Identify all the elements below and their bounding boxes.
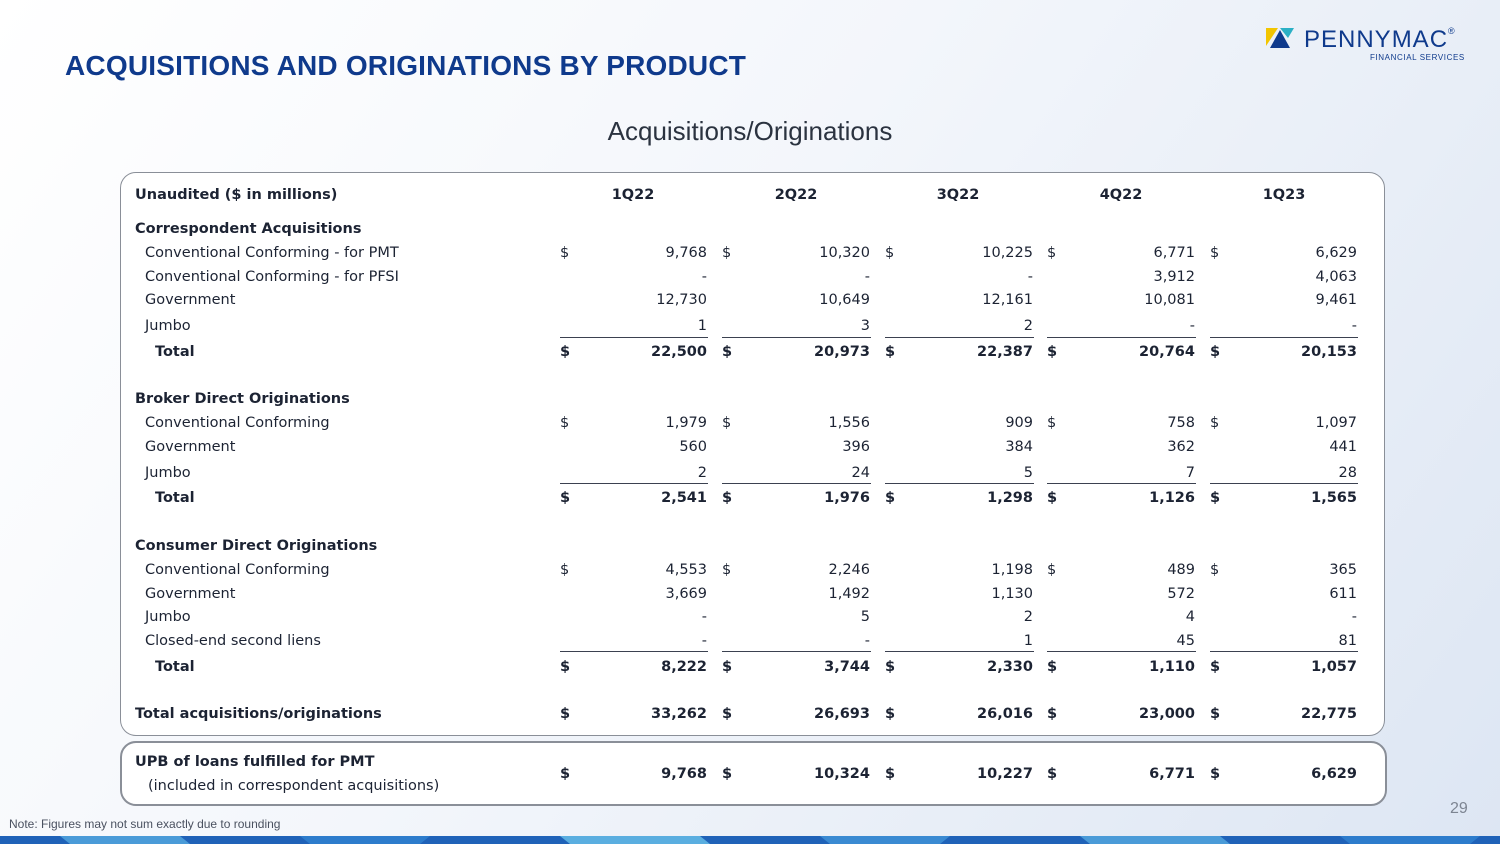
- row-value: 611: [1329, 586, 1357, 602]
- row-value: 81: [1338, 633, 1357, 649]
- dollar-sign: $: [1210, 659, 1221, 675]
- row-value: 365: [1329, 562, 1357, 578]
- dollar-sign: $: [1210, 490, 1221, 506]
- upb-value: 6,629: [1311, 766, 1357, 782]
- row-value: 1,130: [991, 586, 1033, 602]
- dollar-sign: $: [885, 245, 895, 261]
- row-value: -: [1351, 609, 1357, 625]
- dollar-sign: $: [1210, 562, 1220, 578]
- logo-wordmark: [1304, 26, 1456, 54]
- logo-registered-mark: ®: [1448, 26, 1456, 36]
- row-value: 489: [1167, 562, 1195, 578]
- row-label: Government: [145, 439, 236, 455]
- row-value: -: [864, 269, 870, 285]
- upb-value: 10,324: [814, 766, 870, 782]
- total-label: Total: [155, 344, 195, 360]
- grand-total-value: 22,775: [1301, 706, 1357, 722]
- total-value: 1,126: [1149, 490, 1195, 506]
- row-value: 4: [1185, 609, 1195, 625]
- dollar-sign: $: [1210, 344, 1221, 360]
- row-value: 362: [1167, 439, 1195, 455]
- row-value: 45: [1176, 633, 1195, 649]
- total-value: 1,298: [987, 490, 1033, 506]
- column-rule: [560, 337, 708, 338]
- dollar-sign: $: [560, 490, 571, 506]
- dollar-sign: $: [722, 490, 733, 506]
- row-value: 24: [851, 465, 870, 481]
- row-value: 6,629: [1315, 245, 1357, 261]
- row-value: 2,246: [828, 562, 870, 578]
- dollar-sign: $: [1047, 766, 1058, 782]
- dollar-sign: $: [722, 344, 733, 360]
- row-value: 396: [842, 439, 870, 455]
- column-header: 3Q22: [936, 187, 980, 203]
- row-label: Conventional Conforming: [145, 415, 330, 431]
- dollar-sign: $: [885, 344, 896, 360]
- row-value: 10,081: [1144, 292, 1195, 308]
- column-rule: [560, 483, 708, 484]
- row-value: -: [1027, 269, 1033, 285]
- row-value: 572: [1167, 586, 1195, 602]
- column-rule: [885, 483, 1034, 484]
- row-value: 4,553: [665, 562, 707, 578]
- row-value: 12,161: [982, 292, 1033, 308]
- row-value: -: [1351, 318, 1357, 334]
- dollar-sign: $: [1047, 415, 1057, 431]
- total-value: 20,153: [1301, 344, 1357, 360]
- row-label: Conventional Conforming - for PFSI: [145, 269, 399, 285]
- dollar-sign: $: [1047, 245, 1057, 261]
- row-value: 6,771: [1153, 245, 1195, 261]
- section-heading: Consumer Direct Originations: [135, 538, 378, 554]
- row-label: Jumbo: [145, 465, 191, 481]
- grand-total-value: 33,262: [651, 706, 707, 722]
- row-value: -: [701, 269, 707, 285]
- page-title: ACQUISITIONS AND ORIGINATIONS BY PRODUCT: [65, 50, 747, 81]
- row-value: 1: [697, 318, 707, 334]
- dollar-sign: $: [560, 562, 570, 578]
- total-value: 20,973: [814, 344, 870, 360]
- row-value: -: [864, 633, 870, 649]
- dollar-sign: $: [722, 245, 732, 261]
- total-value: 2,541: [661, 490, 707, 506]
- column-rule: [722, 483, 871, 484]
- total-label: Total: [155, 490, 195, 506]
- dollar-sign: $: [722, 562, 732, 578]
- section-heading: Correspondent Acquisitions: [135, 221, 362, 237]
- total-value: 22,500: [651, 344, 707, 360]
- dollar-sign: $: [560, 344, 571, 360]
- total-value: 1,110: [1149, 659, 1195, 675]
- row-value: 1,556: [828, 415, 870, 431]
- table-title: Acquisitions/Originations: [607, 116, 893, 146]
- row-value: 9,461: [1315, 292, 1357, 308]
- row-value: 3,912: [1153, 269, 1195, 285]
- column-header: 2Q22: [774, 187, 818, 203]
- dollar-sign: $: [885, 490, 896, 506]
- dollar-sign: $: [1047, 562, 1057, 578]
- dollar-sign: $: [1210, 706, 1221, 722]
- row-value: 1,979: [665, 415, 707, 431]
- upb-table-frame: [120, 741, 1387, 806]
- dollar-sign: $: [560, 245, 570, 261]
- column-rule: [560, 651, 708, 652]
- total-value: 1,976: [824, 490, 870, 506]
- footer-band: [0, 836, 1500, 844]
- row-value: 9,768: [665, 245, 707, 261]
- column-rule: [722, 337, 871, 338]
- upb-value: 10,227: [977, 766, 1033, 782]
- total-value: 1,565: [1311, 490, 1357, 506]
- logo-tagline: FINANCIAL SERVICES: [1370, 53, 1465, 62]
- grand-total-value: 26,016: [977, 706, 1033, 722]
- row-value: 2: [697, 465, 707, 481]
- column-rule: [1047, 651, 1196, 652]
- grand-total-value: 23,000: [1139, 706, 1195, 722]
- dollar-sign: $: [560, 766, 571, 782]
- dollar-sign: $: [1210, 415, 1220, 431]
- row-value: -: [701, 609, 707, 625]
- upb-value: 9,768: [661, 766, 707, 782]
- dollar-sign: $: [722, 766, 733, 782]
- dollar-sign: $: [722, 659, 733, 675]
- total-value: 1,057: [1311, 659, 1357, 675]
- grand-total-value: 26,693: [814, 706, 870, 722]
- dollar-sign: $: [1047, 344, 1058, 360]
- column-rule: [1210, 337, 1358, 338]
- dollar-sign: $: [1210, 245, 1220, 261]
- total-value: 2,330: [987, 659, 1033, 675]
- row-value: -: [701, 633, 707, 649]
- total-label: Total: [155, 659, 195, 675]
- dollar-sign: $: [722, 706, 733, 722]
- row-value: 12,730: [656, 292, 707, 308]
- dollar-sign: $: [885, 659, 896, 675]
- row-value: 10,225: [982, 245, 1033, 261]
- column-rule: [885, 337, 1034, 338]
- dollar-sign: $: [560, 415, 570, 431]
- column-rule: [1047, 337, 1196, 338]
- row-value: 5: [1023, 465, 1033, 481]
- row-value: 2: [1023, 609, 1033, 625]
- dollar-sign: $: [1047, 490, 1058, 506]
- dollar-sign: $: [1047, 659, 1058, 675]
- column-header: 1Q23: [1262, 187, 1306, 203]
- logo-name: PENNYMAC: [1304, 26, 1449, 53]
- row-label: Closed-end second liens: [145, 633, 321, 649]
- row-label: Government: [145, 586, 236, 602]
- row-value: 1,492: [828, 586, 870, 602]
- column-rule: [1210, 651, 1358, 652]
- column-rule: [722, 651, 871, 652]
- total-value: 20,764: [1139, 344, 1195, 360]
- dollar-sign: $: [722, 415, 732, 431]
- dollar-sign: $: [885, 766, 896, 782]
- unit-label: Unaudited ($ in millions): [135, 187, 338, 203]
- row-value: 5: [860, 609, 870, 625]
- column-rule: [1047, 483, 1196, 484]
- footnote: Note: Figures may not sum exactly due to rounding: [9, 817, 281, 831]
- dollar-sign: $: [560, 706, 571, 722]
- row-value: 7: [1185, 465, 1195, 481]
- row-label: Conventional Conforming - for PMT: [145, 245, 399, 261]
- row-value: 1,097: [1315, 415, 1357, 431]
- row-value: 384: [1005, 439, 1033, 455]
- row-value: 3: [860, 318, 870, 334]
- upb-value: 6,771: [1149, 766, 1195, 782]
- dollar-sign: $: [885, 706, 896, 722]
- total-value: 22,387: [977, 344, 1033, 360]
- row-label: Government: [145, 292, 236, 308]
- row-value: 10,320: [819, 245, 870, 261]
- row-value: 560: [679, 439, 707, 455]
- pennymac-logo: [1266, 26, 1481, 66]
- row-value: -: [1189, 318, 1195, 334]
- pennymac-logo-icon: [1266, 28, 1294, 48]
- row-value: 3,669: [665, 586, 707, 602]
- column-header: 1Q22: [611, 187, 655, 203]
- grand-total-label: Total acquisitions/originations: [135, 706, 382, 722]
- row-value: 441: [1329, 439, 1357, 455]
- upb-sublabel: (included in correspondent acquisitions): [148, 778, 440, 794]
- row-value: 1: [1023, 633, 1033, 649]
- upb-label: UPB of loans fulfilled for PMT: [135, 754, 375, 770]
- row-value: 758: [1167, 415, 1195, 431]
- dollar-sign: $: [1047, 706, 1058, 722]
- column-header: 4Q22: [1099, 187, 1143, 203]
- row-value: 909: [1005, 415, 1033, 431]
- row-label: Jumbo: [145, 609, 191, 625]
- total-value: 8,222: [661, 659, 707, 675]
- dollar-sign: $: [560, 659, 571, 675]
- row-value: 1,198: [991, 562, 1033, 578]
- row-label: Conventional Conforming: [145, 562, 330, 578]
- total-value: 3,744: [824, 659, 870, 675]
- page-number: 29: [1450, 800, 1468, 817]
- row-value: 10,649: [819, 292, 870, 308]
- row-value: 4,063: [1315, 269, 1357, 285]
- dollar-sign: $: [1210, 766, 1221, 782]
- column-rule: [885, 651, 1034, 652]
- row-value: 28: [1338, 465, 1357, 481]
- row-label: Jumbo: [145, 318, 191, 334]
- row-value: 2: [1023, 318, 1033, 334]
- column-rule: [1210, 483, 1358, 484]
- section-heading: Broker Direct Originations: [135, 391, 350, 407]
